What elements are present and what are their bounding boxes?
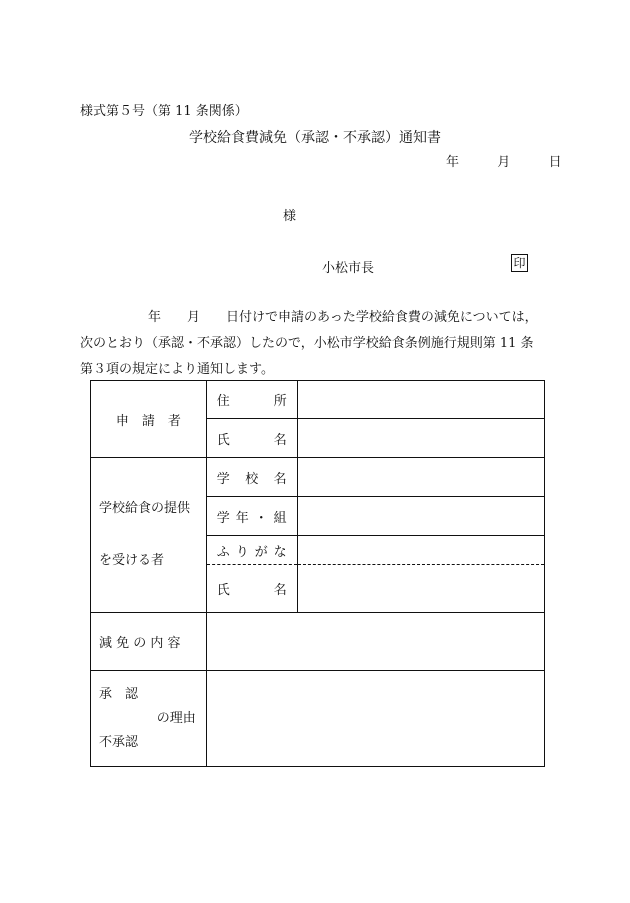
form-number: 様式第５号（第 11 条関係） [80, 104, 248, 119]
recipient-name-label: 氏 名 [206, 565, 297, 613]
date-month-label: 月 [497, 155, 511, 170]
reason-label [91, 671, 207, 767]
page-title: 学校給食費減免（承認・不承認）通知書 [189, 130, 441, 146]
recipient-label-line2: を受ける者 [99, 553, 165, 568]
reason-approve: 承 認 [99, 686, 139, 702]
furigana-field[interactable] [297, 536, 544, 565]
body-line: 年 月 日付けで申請のあった学校給食費の減免については， [148, 310, 538, 325]
school-name-field[interactable] [297, 458, 544, 497]
school-name-label: 学 校 名 [206, 458, 297, 497]
issuer-name: 小松市長 [322, 261, 375, 276]
recipient-name-field[interactable] [297, 565, 544, 613]
furigana-label: ふ り が な [206, 536, 297, 565]
reason-text: の理由 [156, 710, 196, 726]
recipient-label [91, 458, 207, 613]
seal-mark: 印 [511, 254, 528, 272]
notice-body [80, 305, 555, 383]
applicant-label: 申 請 者 [91, 381, 207, 458]
notice-table [90, 380, 545, 767]
date-line [446, 151, 562, 170]
reduction-content-field[interactable] [206, 613, 544, 671]
recipient-label-line1: 学校給食の提供 [99, 501, 191, 516]
reduction-content-label: 減 免 の 内 容 [91, 613, 207, 671]
date-year-label: 年 [446, 155, 460, 170]
body-line: 第３項の規定により通知します。 [80, 362, 274, 377]
reason-field[interactable] [206, 671, 544, 767]
address-field[interactable] [297, 381, 544, 419]
reason-disapprove: 不承認 [99, 734, 139, 750]
address-label: 住 所 [206, 381, 297, 419]
applicant-name-field[interactable] [297, 419, 544, 458]
grade-class-field[interactable] [297, 497, 544, 536]
date-day-label: 日 [548, 155, 562, 170]
addressee-suffix: 様 [283, 209, 297, 224]
applicant-name-label: 氏 名 [206, 419, 297, 458]
body-line: 次のとおり（承認・不承認）したので，小松市学校給食条例施行規則第 11 条 [80, 336, 534, 351]
grade-class-label: 学 年 ・ 組 [206, 497, 297, 536]
